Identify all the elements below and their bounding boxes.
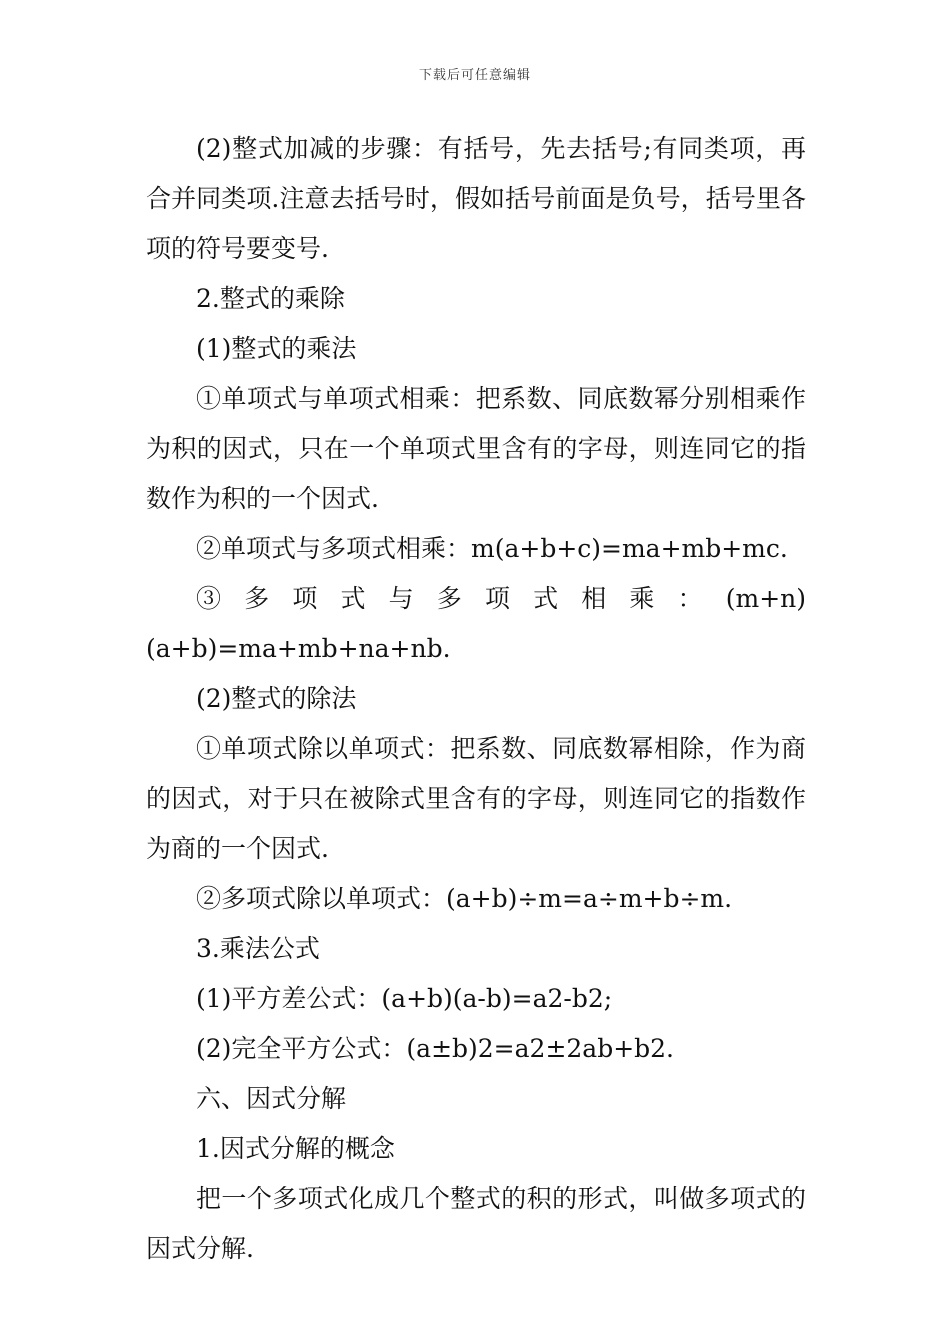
heading-multiplication-division: 2.整式的乘除 — [196, 284, 345, 313]
paragraph-factorization-definition: 把一个多项式化成几个整式的积的形式，叫做多项式的因式分解. — [146, 1184, 806, 1263]
document-body — [146, 124, 806, 1274]
page-header: 下载后可任意编辑 — [418, 68, 531, 83]
heading-multiplication-formulas: 3.乘法公式 — [196, 934, 320, 963]
paragraph-polynomial-add-sub-steps: (2)整式加减的步骤：有括号，先去括号;有同类项，再合并同类项.注意去括号时，假如括号前面是负号，括号里各项的符号要变号. — [146, 134, 806, 263]
paragraph-monomial-div-monomial: ①单项式除以单项式：把系数、同底数幂相除，作为商的因式，对于只在被除式里含有的字母，则连同它的指数作为商的一个因式. — [146, 734, 806, 863]
paragraph-difference-of-squares: (1)平方差公式：(a+b)(a-b)=a2-b2; — [196, 984, 613, 1013]
subheading-multiplication: (1)整式的乘法 — [196, 334, 357, 363]
subheading-division: (2)整式的除法 — [196, 684, 357, 713]
heading-factorization: 六、因式分解 — [196, 1084, 347, 1113]
paragraph-polynomial-times-polynomial: ③多项式与多项式相乘：(m+n)(a+b)=ma+mb+na+nb. — [146, 584, 806, 663]
paragraph-monomial-times-polynomial: ②单项式与多项式相乘：m(a+b+c)=ma+mb+mc. — [196, 534, 788, 563]
paragraph-monomial-times-monomial: ①单项式与单项式相乘：把系数、同底数幂分别相乘作为积的因式，只在一个单项式里含有的字母，则连同它的指数作为积的一个因式. — [146, 384, 806, 513]
paragraph-perfect-square: (2)完全平方公式：(a±b)2=a2±2ab+b2. — [196, 1034, 675, 1063]
paragraph-polynomial-div-monomial: ②多项式除以单项式：(a+b)÷m=a÷m+b÷m. — [196, 884, 733, 913]
subheading-factorization-concept: 1.因式分解的概念 — [196, 1134, 395, 1163]
